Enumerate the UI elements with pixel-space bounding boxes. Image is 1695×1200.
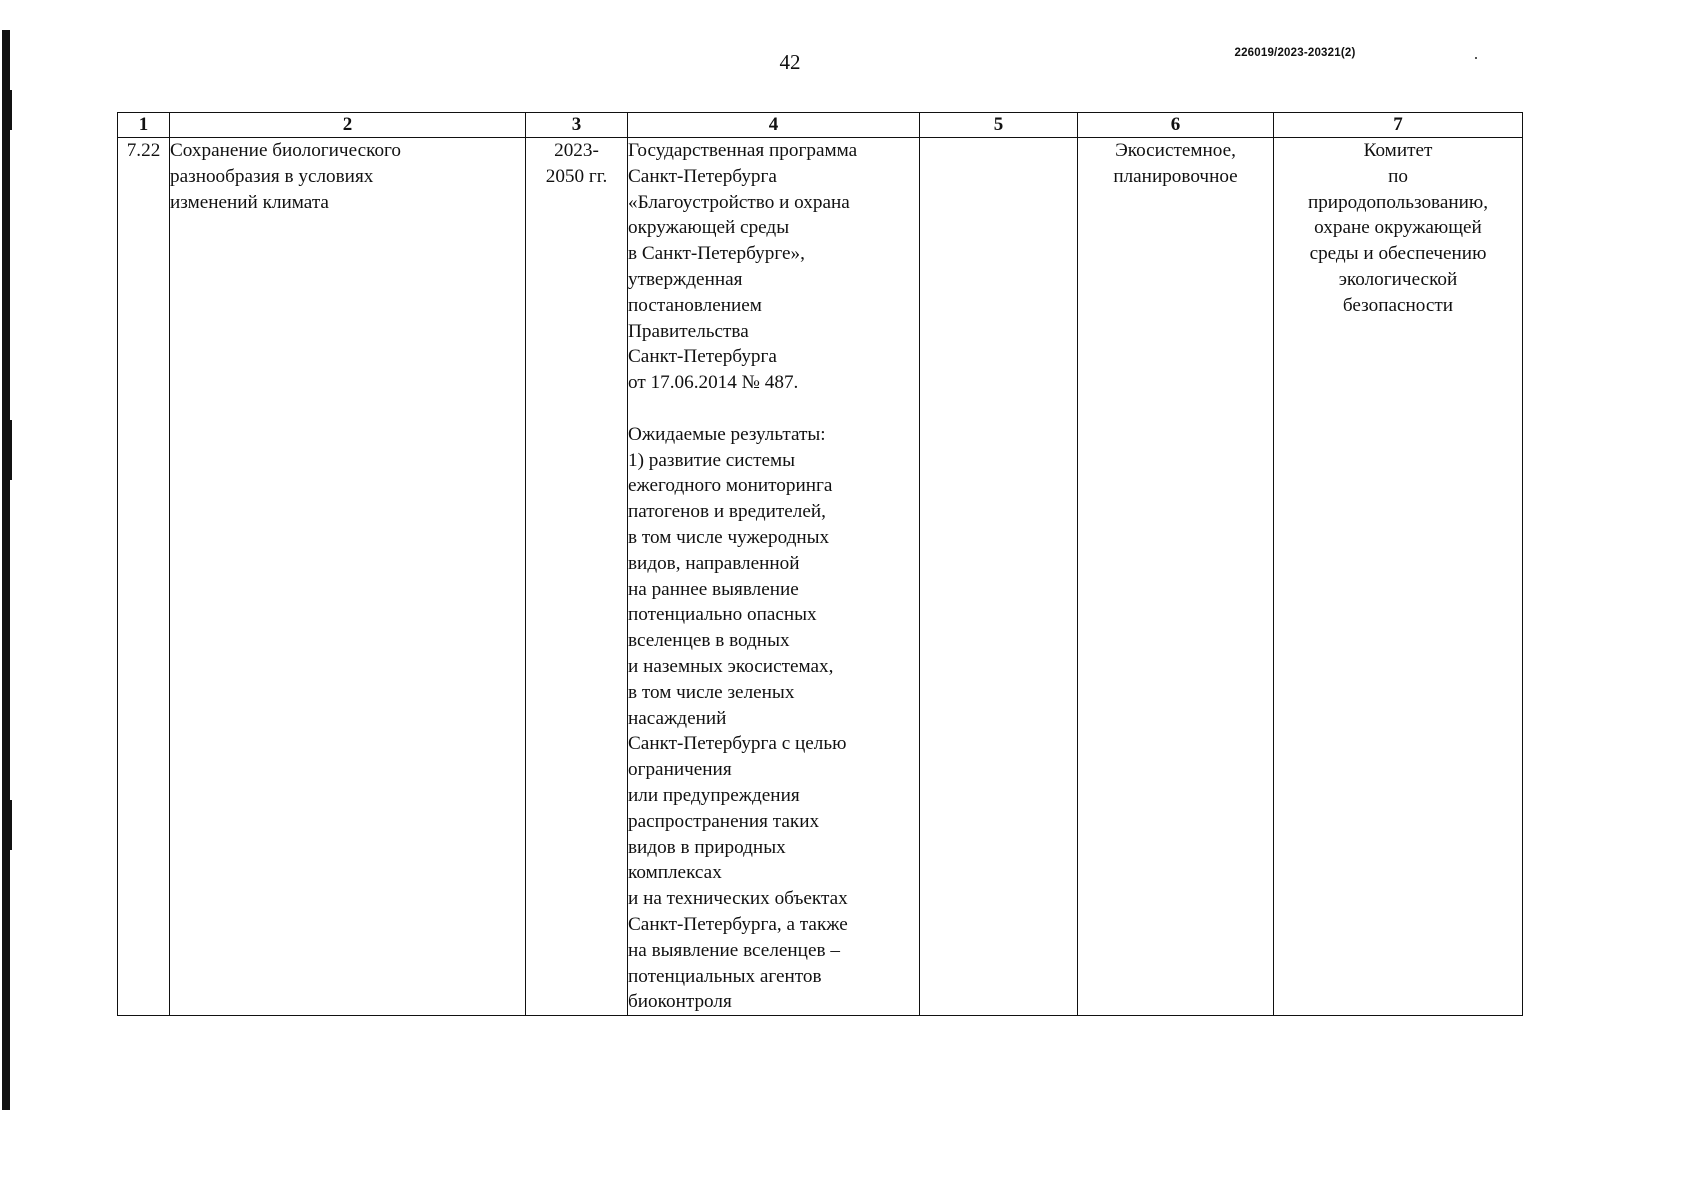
document-id: 226019/2023-20321(2) xyxy=(1234,47,1356,59)
scan-edge-notch xyxy=(9,420,12,480)
responsible-body: Комитет по природопользованию, охране окружающей среды и обеспечению экологической безопасности xyxy=(1307,140,1489,316)
header-row xyxy=(118,113,1523,138)
header-cell-1: 1 xyxy=(118,113,170,138)
scan-speck xyxy=(1475,57,1477,59)
header-cell-4: 4 xyxy=(628,113,920,138)
responsible-cell xyxy=(1274,138,1523,1016)
scan-edge-notch xyxy=(9,800,12,850)
table-row xyxy=(118,138,1523,1016)
scan-edge-bar xyxy=(2,30,10,1110)
program-text: Государственная программа Санкт-Петербурга «Благоустройство и охрана окружающей среды в Санкт-Петербурге», утвержденная постановлением Правительства Санкт-Петербурга от 17.06.2014 № 487. Ожидаемые результаты: 1) развитие системы ежегодного мониторинга патогенов и вредителей, в том числе чужеродных видов, направленной на раннее выявление потенциально опасных вселенцев в водных и наземных экосистемах, в том числе зеленых насаждений Санкт-Петербурга с целью ограничения или предупреждения распространения таких видов в природных комплексах и на технических объектах Санкт-Петербурга, а также на выявление вселенцев – потенциальных агентов биоконтроля xyxy=(628,140,858,1013)
adaptation-type: Экосистемное, планировочное xyxy=(1113,140,1238,187)
header-cell-6: 6 xyxy=(1078,113,1274,138)
row-number: 7.22 xyxy=(126,140,161,161)
adaptation-type-cell xyxy=(1078,138,1274,1016)
scan-edge-notch xyxy=(9,90,12,130)
header-cell-5: 5 xyxy=(920,113,1078,138)
measure-name: Сохранение биологического разнообразия в условиях изменений климата xyxy=(170,140,402,213)
page-number: 42 xyxy=(779,50,801,74)
period: 2023- 2050 гг. xyxy=(545,140,608,187)
header-cell-2: 2 xyxy=(170,113,526,138)
measure-name-cell xyxy=(170,138,526,1016)
measures-table xyxy=(117,112,1523,1016)
column-5-cell xyxy=(920,138,1078,1016)
header-cell-7: 7 xyxy=(1274,113,1523,138)
program-cell xyxy=(628,138,920,1016)
row-number-cell xyxy=(118,138,170,1016)
scan-edge xyxy=(0,0,12,1110)
header-cell-3: 3 xyxy=(526,113,628,138)
period-cell xyxy=(526,138,628,1016)
